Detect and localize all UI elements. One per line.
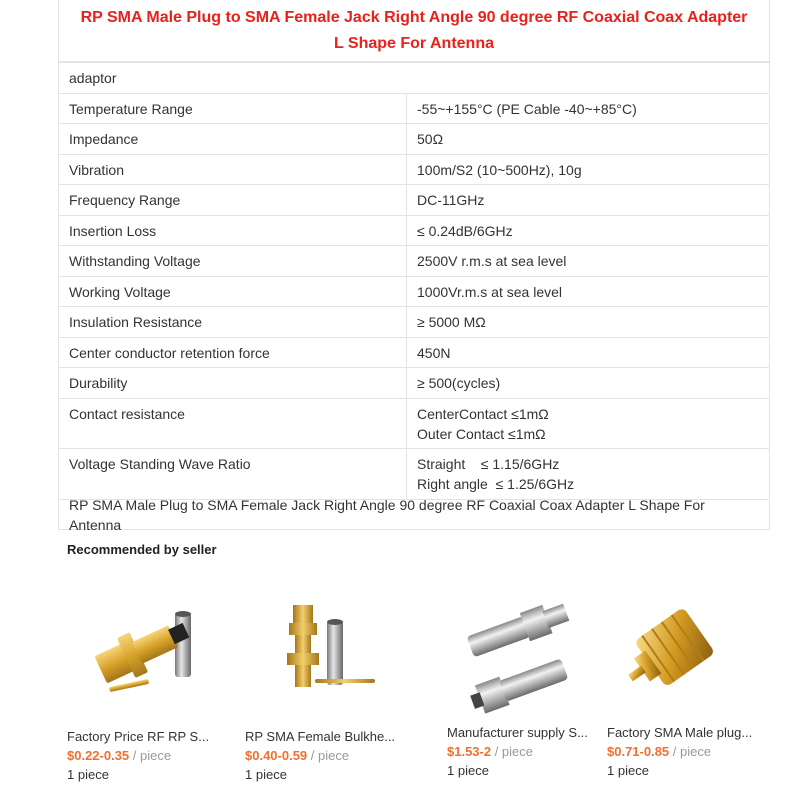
spec-value: CenterContact ≤1mΩ Outer Contact ≤1mΩ [417, 406, 549, 442]
product-title: RP SMA Male Plug to SMA Female Jack Right Angle 90 degree RF Coaxial Coax Adapter L Shape For Antenna [59, 0, 769, 62]
spec-row [59, 448, 769, 499]
product-name[interactable]: RP SMA Female Bulkhe... [245, 729, 396, 744]
spec-key: Insertion Loss [59, 216, 407, 245]
spec-value: 50Ω [417, 131, 444, 147]
spec-key: Frequency Range [59, 185, 407, 215]
product-moq: 1 piece [607, 763, 649, 778]
spec-key: Center conductor retention force [59, 338, 407, 367]
spec-value: -55~+155°C (PE Cable -40~+85°C) [417, 100, 637, 117]
spec-value: ≤ 0.24dB/6GHz [417, 222, 513, 239]
product-price: $0.40-0.59 / piece [245, 748, 350, 763]
product-price: $1.53-2 / piece [447, 744, 534, 759]
spec-value: 450N [417, 344, 451, 361]
spec-category: adaptor [69, 70, 117, 86]
spec-row [59, 184, 769, 215]
spec-row [59, 276, 769, 306]
product-card[interactable] [245, 583, 415, 782]
spec-value: 100m/S2 (10~500Hz), 10g [417, 161, 582, 178]
spec-row [59, 306, 769, 337]
sma-male-plug-icon[interactable] [607, 589, 767, 719]
spec-card [58, 0, 770, 533]
spec-footer: RP SMA Male Plug to SMA Female Jack Right Angle 90 degree RF Coaxial Coax Adapter L Shape For Antenna [69, 496, 705, 533]
spec-row [59, 93, 769, 123]
spec-key: Voltage Standing Wave Ratio [59, 449, 407, 499]
spec-value: 1000Vr.m.s at sea level [417, 283, 563, 300]
spec-key: Insulation Resistance [59, 307, 407, 337]
product-moq: 1 piece [67, 767, 109, 782]
spec-key: Vibration [59, 155, 407, 184]
sma-bulkhead-connector-icon[interactable] [245, 583, 405, 723]
spec-value: Straight ≤ 1.15/6GHz Right angle ≤ 1.25/6GHz [417, 456, 575, 492]
spec-row [59, 337, 769, 367]
product-price: $0.71-0.85 / piece [607, 744, 712, 759]
product-card[interactable] [607, 589, 757, 778]
recommended-heading: Recommended by seller [67, 542, 217, 557]
product-name[interactable]: Manufacturer supply S... [447, 725, 588, 740]
spec-value: 2500V r.m.s at sea level [417, 253, 567, 269]
spec-key: Contact resistance [59, 399, 407, 448]
spec-row [59, 215, 769, 245]
product-moq: 1 piece [447, 763, 489, 778]
spec-key: Impedance [59, 124, 407, 154]
product-moq: 1 piece [245, 767, 287, 782]
spec-row [59, 154, 769, 184]
spec-value: ≥ 500(cycles) [417, 375, 501, 391]
spec-row [59, 398, 769, 448]
product-card[interactable] [447, 589, 592, 778]
spec-row [59, 367, 769, 398]
product-name[interactable]: Factory Price RF RP S... [67, 729, 210, 744]
spec-key: Withstanding Voltage [59, 246, 407, 276]
spec-row [59, 245, 769, 276]
sma-adapter-icon[interactable] [447, 589, 607, 719]
spec-key: Working Voltage [59, 277, 407, 306]
spec-value: ≥ 5000 MΩ [417, 314, 486, 330]
product-name[interactable]: Factory SMA Male plug... [607, 725, 753, 740]
product-card[interactable] [67, 583, 232, 782]
sma-crimp-connector-icon[interactable] [67, 583, 227, 723]
spec-key: Durability [59, 368, 407, 398]
spec-key: Temperature Range [59, 94, 407, 123]
spec-footer-row [59, 496, 769, 533]
spec-category-row [59, 62, 769, 93]
spec-row [59, 123, 769, 154]
spec-value: DC-11GHz [417, 192, 485, 208]
product-price: $0.22-0.35 / piece [67, 748, 172, 763]
